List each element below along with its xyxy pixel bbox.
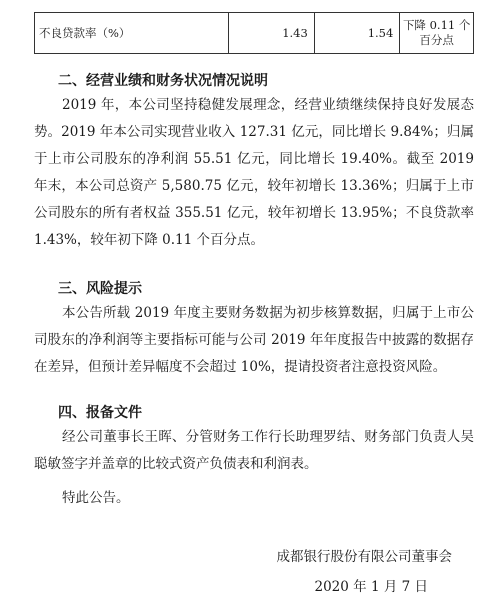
signature-date: 2020 年 1 月 7 日 [314, 579, 428, 595]
section2-body: 2019 年，本公司坚持稳健发展理念，经营业绩继续保持良好发展态势。2019 年本公司实现营业收入 127.31 亿元，同比增长 9.84%；归属于上市公司股东的净利润 55.51 亿元，同比增长 19.40%。截至 2019 年末，本公司总资产 5,580.75 亿元，较年初增长 13.36%；归属于上市公司股东的所有者权益 355.51 亿元，较年初增长 13.95%；不良贷款率 1.43%，较年初下降 0.11 个百分点。 [34, 97, 474, 248]
closing-text: 特此公告。 [62, 490, 130, 506]
row-label: 不良贷款率（%） [35, 13, 229, 54]
section3-heading: 三、风险提示 [58, 281, 142, 297]
financial-table [34, 12, 474, 54]
signature-org: 成都银行股份有限公司董事会 [276, 549, 452, 565]
change-value: 下降 0.11 个百分点 [400, 13, 474, 54]
previous-value: 1.54 [314, 13, 399, 54]
current-value: 1.43 [229, 13, 314, 54]
section3-body: 本公告所载 2019 年度主要财务数据为初步核算数据，归属于上市公司股东的净利润等主要指标可能与公司 2019 年年度报告中披露的数据存在差异，但预计差异幅度不会超过 10%，提请投资者注意投资风险。 [34, 305, 474, 375]
section4-heading: 四、报备文件 [58, 405, 142, 421]
section2-heading: 二、经营业绩和财务状况情况说明 [58, 73, 268, 89]
section4-body: 经公司董事长王晖、分管财务工作行长助理罗结、财务部门负责人吴聪敏签字并盖章的比较式资产负债表和利润表。 [34, 429, 474, 472]
table-row [35, 13, 474, 54]
